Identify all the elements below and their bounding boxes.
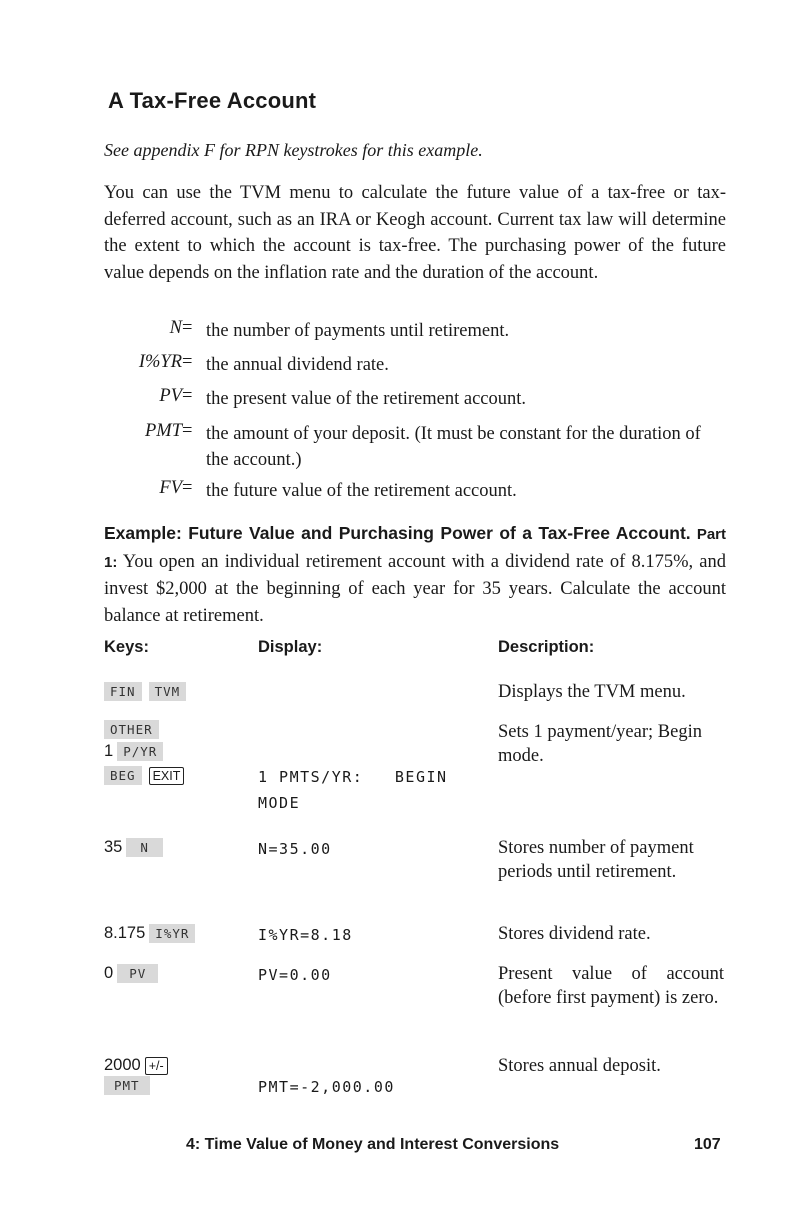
def-equals: =	[182, 386, 193, 406]
example-paragraph	[104, 520, 726, 629]
pmt-softkey: PMT	[104, 1076, 150, 1095]
keys-row-4	[104, 838, 166, 857]
key-number: 0	[104, 964, 114, 982]
def-text-n: the number of payments until retirement.	[206, 321, 510, 341]
page-title: A Tax-Free Account	[108, 88, 317, 113]
def-text-pv: the present value of the retirement account.	[206, 389, 527, 409]
def-equals: =	[182, 352, 193, 372]
keys-row-2b	[104, 742, 166, 761]
keys-row-7	[104, 1056, 168, 1075]
key-number: 2000	[104, 1056, 141, 1074]
def-term-n: N	[169, 318, 182, 338]
def-equals: =	[182, 318, 193, 338]
def-text-pmt: the amount of your deposit. (It must be constant for the duration of the account.)	[206, 424, 701, 470]
def-equals: =	[182, 478, 193, 498]
def-term-pmt: PMT	[145, 421, 182, 441]
n-softkey: N	[126, 838, 163, 857]
appendix-note: See appendix F for RPN keystrokes for this example.	[104, 140, 483, 160]
keys-header: Keys:	[104, 638, 149, 656]
keys-row-5	[104, 924, 198, 943]
intro-paragraph: You can use the TVM menu to calculate the future value of a tax-free or tax-deferred account, such as an IRA or Keogh account. Current tax law will determine the extent to which the account is tax-free. The purchasing power of the future value depends on the inflation rate and the duration of the account.	[104, 183, 726, 283]
change-sign-key: +/-	[145, 1057, 168, 1075]
desc-row-7: Stores annual deposit.	[498, 1056, 661, 1076]
keys-row-1	[104, 682, 189, 701]
key-number: 8.175	[104, 924, 146, 942]
display-row-8: PMT=-2,000.00	[258, 1078, 395, 1096]
exit-key: EXIT	[149, 767, 185, 785]
other-softkey: OTHER	[104, 720, 159, 739]
footer-chapter: 4: Time Value of Money and Interest Conversions	[186, 1136, 560, 1153]
tvm-softkey: TVM	[149, 682, 187, 701]
desc-row-2: Sets 1 payment/year; Begin mode.	[498, 722, 702, 766]
display-header: Display:	[258, 638, 323, 656]
def-term-iyr: I%YR	[138, 352, 182, 372]
key-number: 1	[104, 742, 114, 760]
keys-row-8	[104, 1076, 153, 1095]
def-equals: =	[182, 421, 193, 441]
keys-row-3	[104, 766, 184, 785]
display-row-6: PV=0.00	[258, 966, 332, 984]
keys-row-2	[104, 720, 162, 739]
def-term-fv: FV	[159, 478, 182, 498]
def-text-iyr: the annual dividend rate.	[206, 355, 389, 375]
example-part-label: Part 1:	[104, 526, 726, 571]
description-header: Description:	[498, 638, 595, 656]
desc-row-1: Displays the TVM menu.	[498, 682, 686, 702]
def-term-pv: PV	[159, 386, 182, 406]
iyr-softkey: I%YR	[149, 924, 195, 943]
desc-row-4: Stores number of payment periods until retirement.	[498, 838, 694, 882]
key-number: 35	[104, 838, 123, 856]
display-row-3b: MODE	[258, 794, 301, 812]
desc-row-5: Stores dividend rate.	[498, 924, 651, 944]
keys-row-6	[104, 964, 161, 983]
page-number: 107	[694, 1136, 721, 1153]
example-text: You open an individual retirement account with a dividend rate of 8.175%, and invest $2,000 at the beginning of each year for 35 years. Calculate the account balance at retirement.	[104, 551, 726, 626]
display-row-3: 1 PMTS/YR: BEGIN	[258, 768, 448, 786]
display-row-5: I%YR=8.18	[258, 926, 353, 944]
pv-softkey: PV	[117, 964, 158, 983]
pyr-softkey: P/YR	[117, 742, 163, 761]
def-text-fv: the future value of the retirement account.	[206, 481, 517, 501]
desc-row-6: Present value of account (before first payment) is zero.	[498, 964, 724, 1008]
display-row-4: N=35.00	[258, 840, 332, 858]
beg-softkey: BEG	[104, 766, 142, 785]
example-heading: Example: Future Value and Purchasing Power of a Tax-Free Account.	[104, 523, 691, 543]
fin-softkey: FIN	[104, 682, 142, 701]
